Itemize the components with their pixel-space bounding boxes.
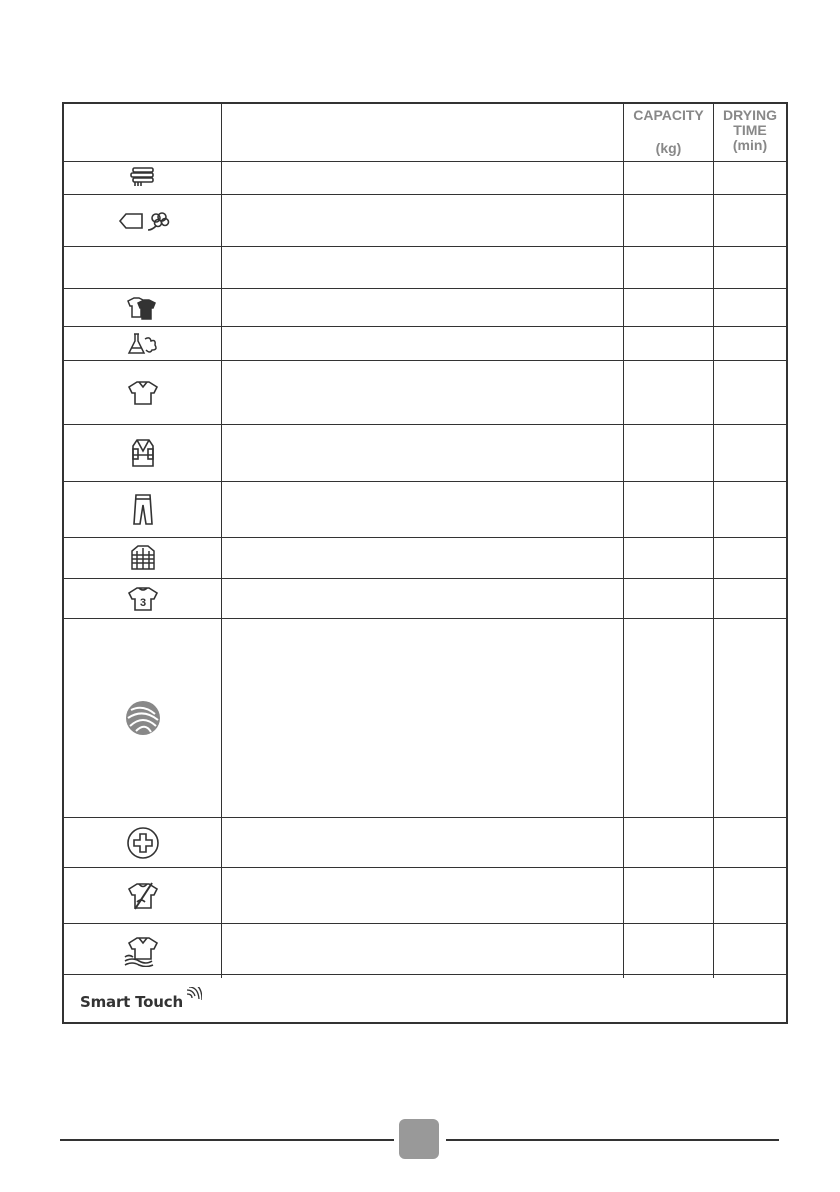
shirt-3-icon [126, 586, 160, 612]
table-row [64, 195, 786, 247]
header-description-cell [222, 104, 624, 161]
wireless-signal-icon [184, 987, 202, 1005]
table-row [64, 162, 786, 195]
svg-text:3: 3 [139, 596, 146, 609]
drying-time-label-1: DRYING [723, 107, 777, 123]
table-row [64, 924, 786, 978]
table-row [64, 289, 786, 327]
shirt-waves-icon [122, 935, 164, 967]
table-header-row [64, 104, 786, 162]
header-capacity-cell [624, 104, 714, 161]
shirt-icon [126, 379, 160, 407]
table-row [64, 868, 786, 924]
wool-ball-icon [123, 698, 163, 738]
no-iron-shirt-icon [126, 881, 160, 911]
bathrobe-icon [129, 437, 157, 469]
mixed-garments-icon [125, 295, 161, 321]
footer-line-right [446, 1139, 779, 1141]
page-number-tab [399, 1119, 439, 1159]
synthetic-flask-icon [125, 331, 161, 357]
drying-time-label-2: TIME [733, 122, 767, 138]
table-row [64, 327, 786, 361]
table-row [64, 619, 786, 818]
capacity-label: CAPACITY [633, 107, 704, 123]
table-row [64, 818, 786, 868]
table-row [64, 361, 786, 425]
table-row [64, 579, 786, 619]
jeans-icon [131, 493, 155, 527]
hygiene-cross-icon [126, 826, 160, 860]
table-row [64, 482, 786, 538]
footer-line-left [60, 1139, 394, 1141]
table-row [64, 538, 786, 579]
smart-touch-row [64, 974, 786, 1022]
down-jacket-icon [129, 544, 157, 572]
smart-touch-logo [80, 987, 202, 1011]
header-drying-time-cell [714, 104, 786, 161]
table-row [64, 247, 786, 289]
stacked-towels-icon [129, 166, 157, 190]
cotton-tag-icon [112, 209, 174, 233]
table-row [64, 425, 786, 482]
programme-table [62, 102, 788, 1024]
header-icon-cell [64, 104, 222, 161]
capacity-unit: (kg) [655, 140, 682, 156]
drying-time-unit: (min) [732, 137, 768, 153]
smart-touch-label: Smart Touch [80, 993, 183, 1011]
